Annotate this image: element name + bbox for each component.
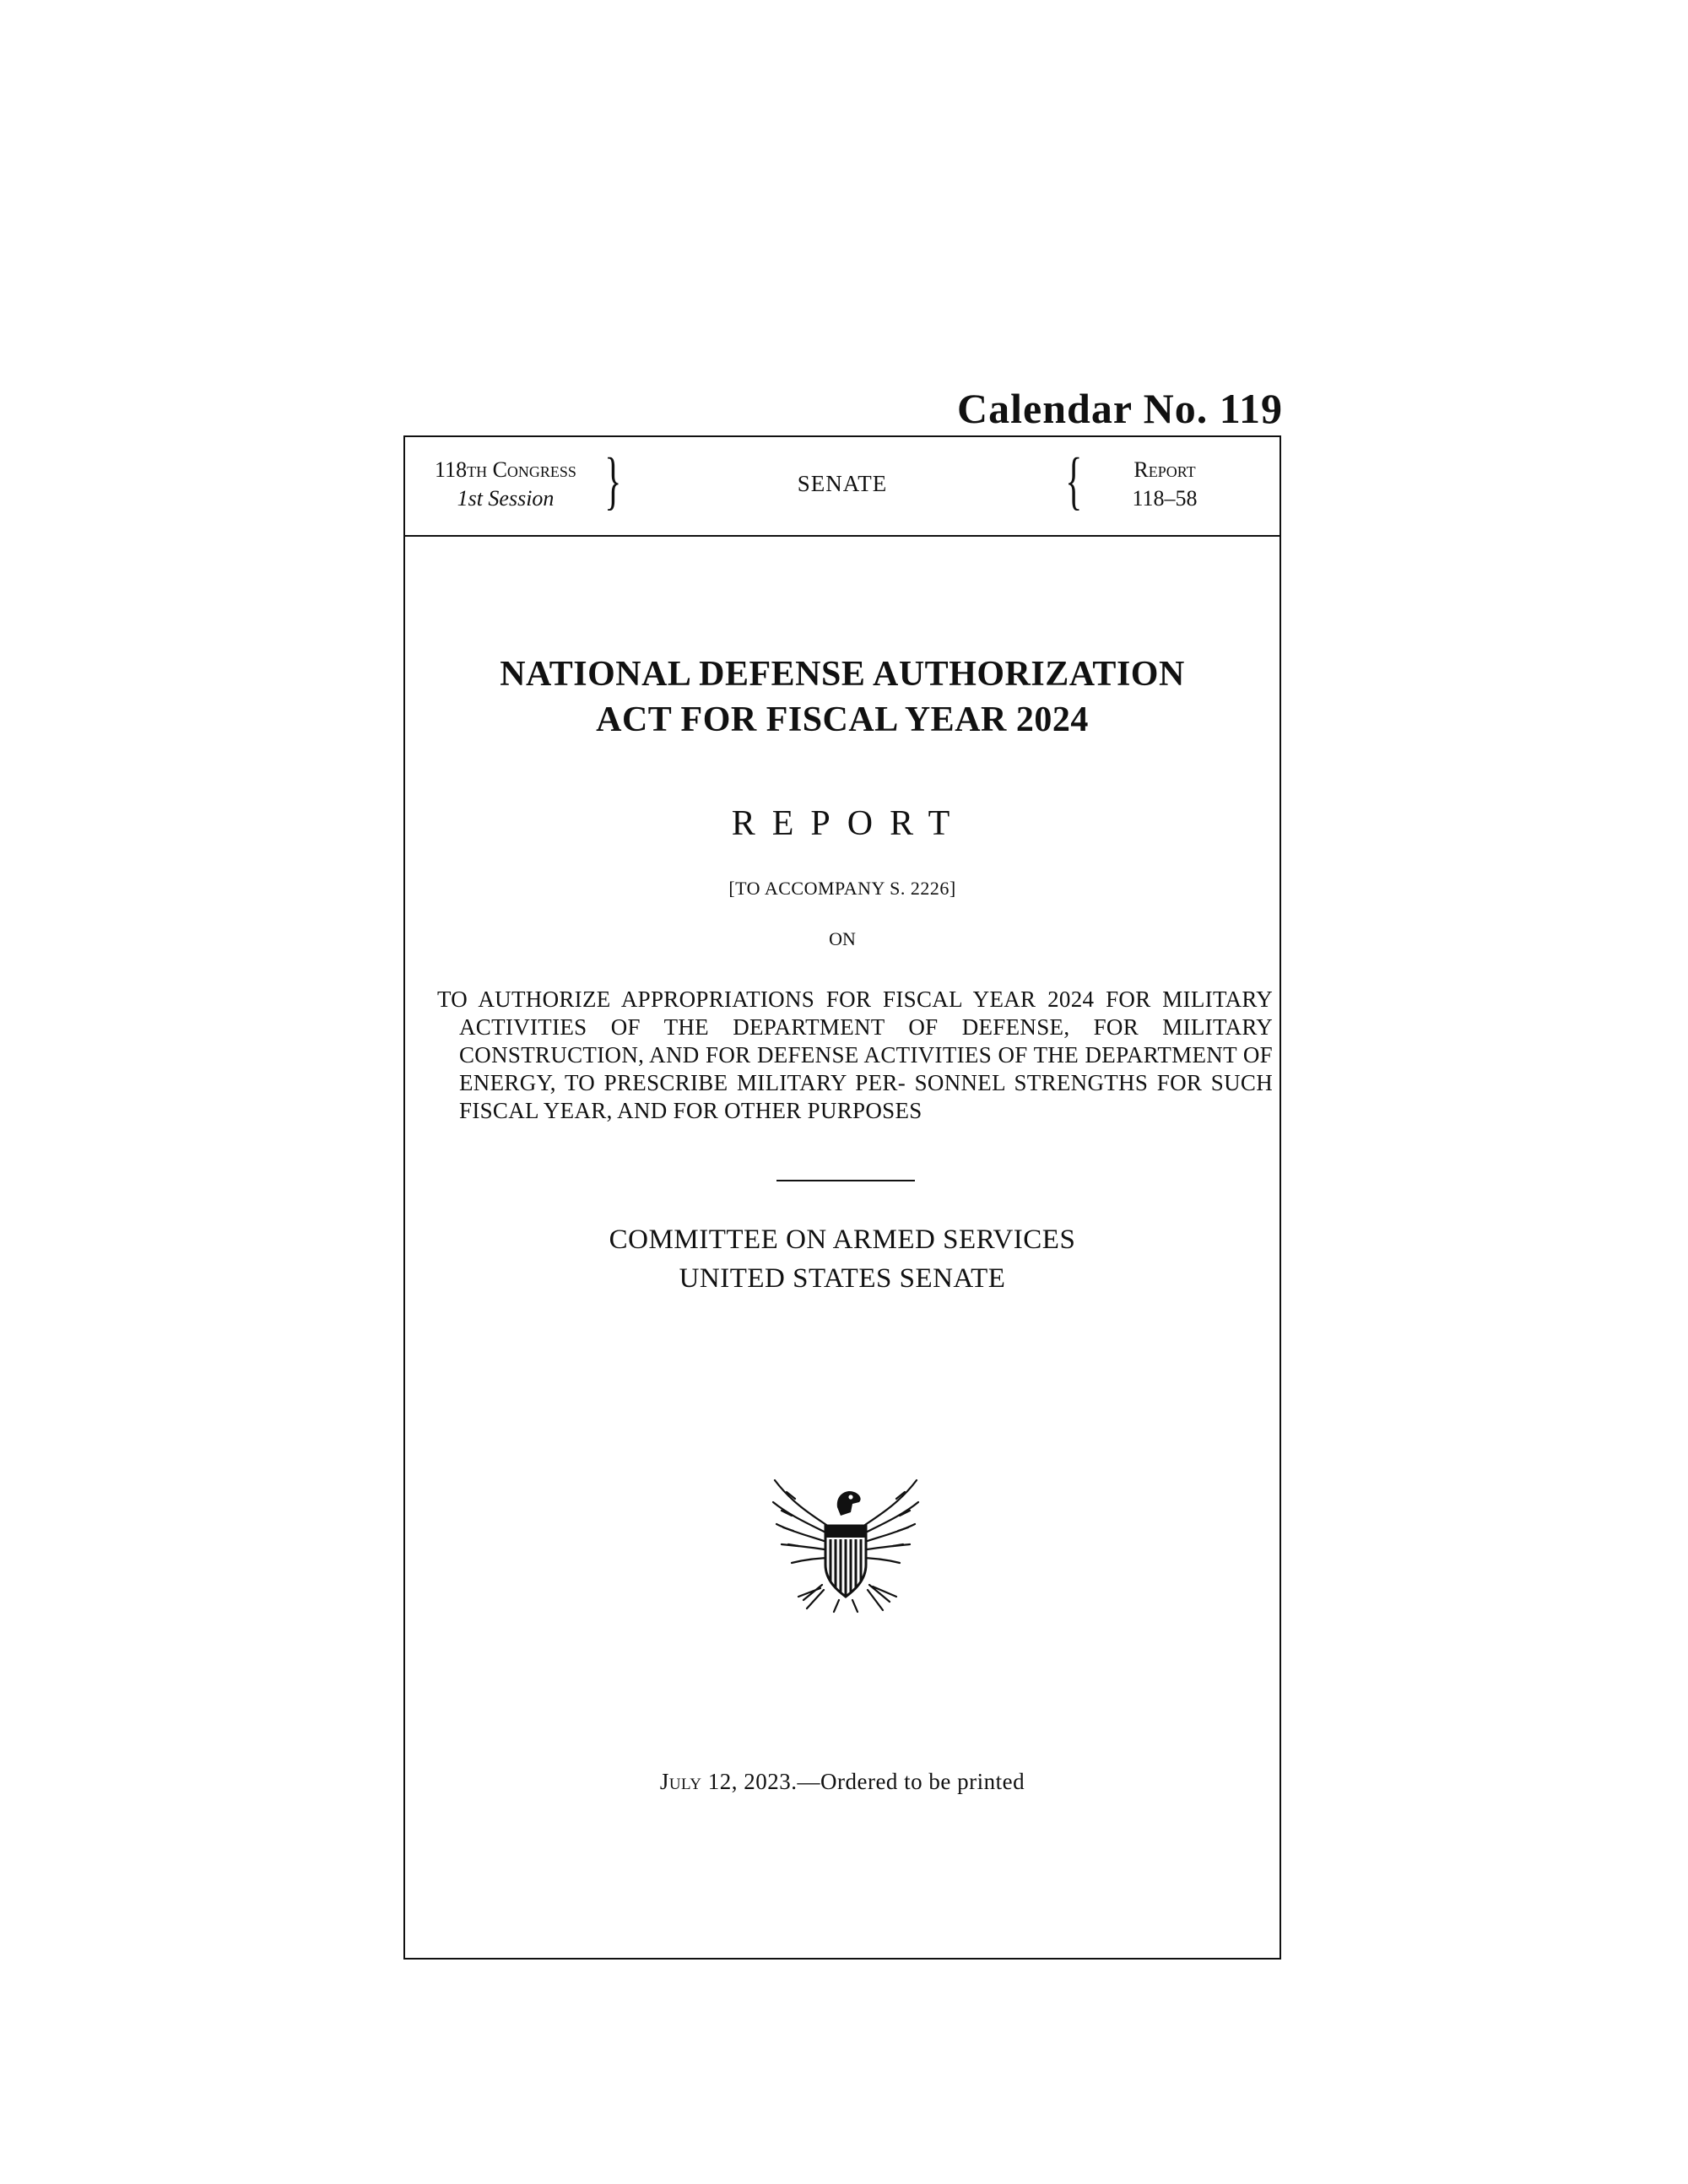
report-number-block <box>1106 456 1224 513</box>
left-brace-icon: { <box>1065 446 1083 516</box>
report-cover-frame <box>403 435 1281 1960</box>
report-label: Report <box>1133 457 1196 482</box>
title-line-1: NATIONAL DEFENSE AUTHORIZATION <box>500 655 1185 694</box>
chamber-label: SENATE <box>797 471 888 496</box>
purpose-statement: TO AUTHORIZE APPROPRIATIONS FOR FISCAL YEAR 2024 FOR MILITARY ACTIVITIES OF THE DEPARTMENT OF DEFENSE, FOR MILITARY CONSTRUCTION, AND FOR DEFENSE ACTIVITIES OF THE DEPARTMENT OF ENERGY, TO PRESCRIBE MILITARY PER- SONNEL STRENGTHS FOR SUCH FISCAL YEAR, AND FOR OTHER PURPOSES <box>437 987 1273 1123</box>
title-line-2: ACT FOR FISCAL YEAR 2024 <box>596 700 1089 739</box>
eagle-seal-icon <box>770 1473 922 1615</box>
date-month: July <box>659 1769 702 1794</box>
congress-label: 118th Congress <box>435 457 576 482</box>
right-brace-icon: } <box>604 446 622 516</box>
report-header <box>405 437 1280 537</box>
accompany-note: [TO ACCOMPANY S. 2226] <box>728 878 956 899</box>
document-type: REPORT <box>731 804 967 843</box>
committee-line-2: UNITED STATES SENATE <box>679 1263 1006 1294</box>
printed-date-line <box>405 1769 1280 1795</box>
report-title <box>405 651 1280 743</box>
date-rest: 12, 2023.—Ordered to be printed <box>701 1769 1025 1794</box>
calendar-number: Calendar No. 119 <box>957 385 1283 432</box>
session-label: 1st Session <box>457 486 555 511</box>
committee-block <box>405 1220 1280 1298</box>
divider-rule <box>776 1180 915 1181</box>
on-label: ON <box>829 928 856 949</box>
committee-line-1: COMMITTEE ON ARMED SERVICES <box>609 1224 1076 1255</box>
report-number: 118–58 <box>1132 486 1198 511</box>
